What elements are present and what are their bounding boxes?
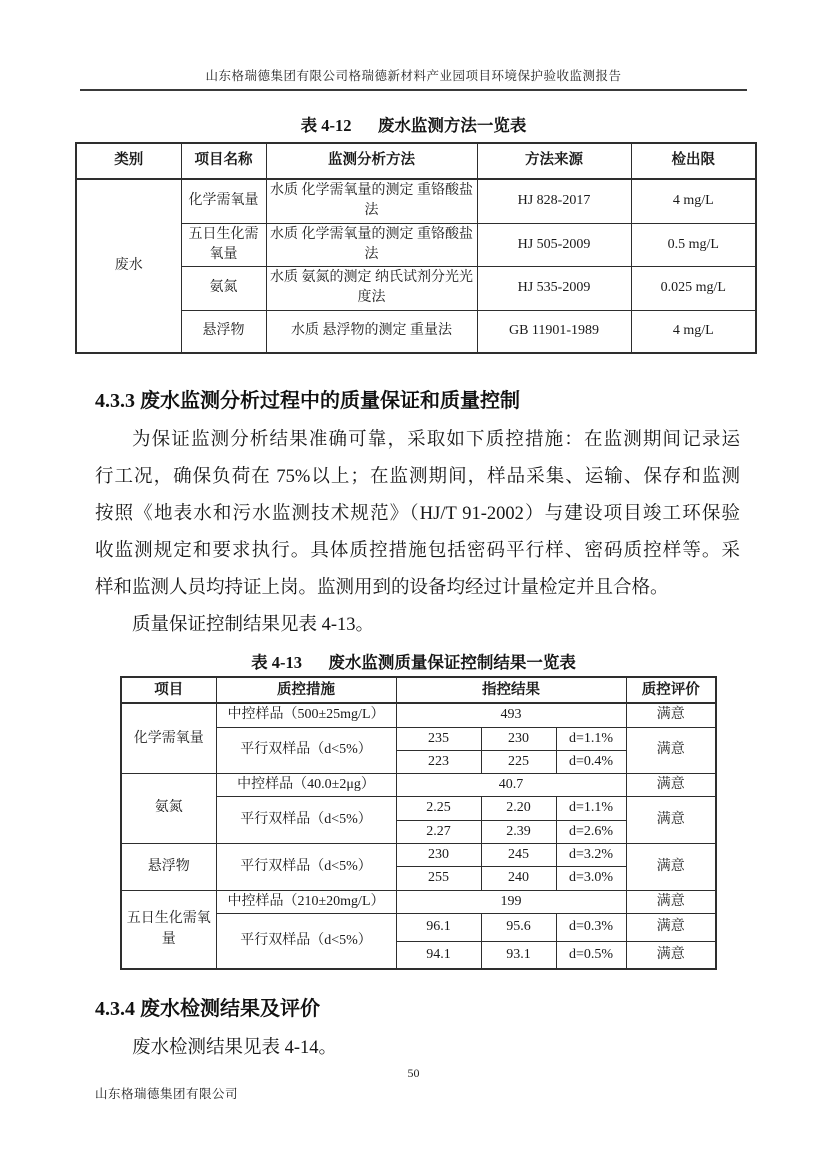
t412-category-cell: 废水 <box>76 179 181 353</box>
table-4-12 <box>75 142 757 354</box>
t412-nh3-source: HJ 535-2009 <box>477 267 631 311</box>
t413-ss-r2b: 240 <box>481 867 556 890</box>
t413-nh3-r1b: 2.20 <box>481 797 556 820</box>
t413-ss-par-label: 平行双样品（d<5%） <box>216 844 396 891</box>
t413-ss-item: 悬浮物 <box>121 844 216 891</box>
table-4-13-title <box>0 649 827 673</box>
t413-bod-ctrl-value: 199 <box>396 890 626 913</box>
t412-row-cod <box>76 179 756 223</box>
t413-ss-r2a: 255 <box>396 867 481 890</box>
t413-bod-r1a: 96.1 <box>396 913 481 941</box>
t413-cod-par-eval: 满意 <box>626 727 716 774</box>
t412-bod-method: 水质 化学需氧量的测定 重铬酸盐法 <box>266 223 477 267</box>
t413-bod-r2-eval: 满意 <box>626 941 716 969</box>
t413-bod-par-label: 平行双样品（d<5%） <box>216 913 396 969</box>
t412-header-row <box>76 143 756 179</box>
t413-header-measure: 质控措施 <box>216 677 396 703</box>
t413-nh3-ctrl-row <box>121 774 716 797</box>
section-4-3-4-paragraph <box>95 1030 740 1067</box>
t413-ss-r1a: 230 <box>396 844 481 867</box>
table-4-13 <box>120 676 717 970</box>
t413-bod-r2d: d=0.5% <box>556 941 626 969</box>
footer-company: 山东格瑞德集团有限公司 <box>95 1087 239 1101</box>
t413-header-item: 项目 <box>121 677 216 703</box>
t413-cod-par-label: 平行双样品（d<5%） <box>216 727 396 774</box>
t413-bod-item: 五日生化需氧量 <box>121 890 216 969</box>
t413-ss-r1b: 245 <box>481 844 556 867</box>
t413-nh3-ctrl-label: 中控样品（40.0±2μg） <box>216 774 396 797</box>
t413-ss-r1d: d=3.2% <box>556 844 626 867</box>
t413-cod-ctrl-value: 493 <box>396 703 626 727</box>
table-4-12-label: 表 4-12 <box>300 116 352 135</box>
section-4-3-3-paragraph <box>95 422 740 644</box>
t412-ss-limit: 4 mg/L <box>631 310 756 353</box>
t413-cod-ctrl-label: 中控样品（500±25mg/L） <box>216 703 396 727</box>
header-title: 山东格瑞德集团有限公司格瑞德新材料产业园项目环境保护验收监测报告 <box>205 69 622 83</box>
t412-header-source: 方法来源 <box>477 143 631 179</box>
t412-ss-name: 悬浮物 <box>181 310 266 353</box>
t413-cod-r2b: 225 <box>481 750 556 773</box>
t413-bod-ctrl-eval: 满意 <box>626 890 716 913</box>
paragraph-line: 行工况，确保负荷在 75%以上；在监测期间，样品采集、运输、保存和监测 <box>95 467 740 488</box>
t413-nh3-ctrl-eval: 满意 <box>626 774 716 797</box>
t413-bod-ctrl-label: 中控样品（210±20mg/L） <box>216 890 396 913</box>
t413-bod-r1b: 95.6 <box>481 913 556 941</box>
t413-nh3-r2d: d=2.6% <box>556 820 626 843</box>
t413-nh3-r2b: 2.39 <box>481 820 556 843</box>
paragraph-line: 收监测规定和要求执行。具体质控措施包括密码平行样、密码质控样等。采 <box>95 541 740 562</box>
t413-cod-ctrl-eval: 满意 <box>626 703 716 727</box>
t412-header-category: 类别 <box>76 143 181 179</box>
t412-header-name: 项目名称 <box>181 143 266 179</box>
t413-bod-r2a: 94.1 <box>396 941 481 969</box>
t413-bod-ctrl-row <box>121 890 716 913</box>
t412-bod-limit: 0.5 mg/L <box>631 223 756 267</box>
t413-header-row <box>121 677 716 703</box>
t413-ss-par-eval: 满意 <box>626 844 716 891</box>
paragraph-line: 按照《地表水和污水监测技术规范》（HJ/T 91-2002）与建设项目竣工环保验 <box>95 504 740 525</box>
t412-nh3-limit: 0.025 mg/L <box>631 267 756 311</box>
t412-bod-name: 五日生化需氧量 <box>181 223 266 267</box>
t413-nh3-r2a: 2.27 <box>396 820 481 843</box>
t413-cod-r2a: 223 <box>396 750 481 773</box>
paragraph-line: 样和监测人员均持证上岗。监测用到的设备均经过计量检定并且合格。 <box>95 578 669 599</box>
t412-ss-method: 水质 悬浮物的测定 重量法 <box>266 310 477 353</box>
t412-ss-source: GB 11901-1989 <box>477 310 631 353</box>
table-4-13-label: 表 4-13 <box>251 653 302 673</box>
t413-ss-r2d: d=3.0% <box>556 867 626 890</box>
t413-header-eval: 质控评价 <box>626 677 716 703</box>
paragraph-reference-line: 质量保证控制结果见表 4-13。 <box>132 615 375 636</box>
t413-cod-r2d: d=0.4% <box>556 750 626 773</box>
t413-nh3-par-eval: 满意 <box>626 797 716 844</box>
t413-bod-r1-eval: 满意 <box>626 913 716 941</box>
t413-nh3-r1d: d=1.1% <box>556 797 626 820</box>
table-4-12-title <box>0 112 827 136</box>
t413-cod-r1d: d=1.1% <box>556 727 626 750</box>
t413-nh3-item: 氨氮 <box>121 774 216 844</box>
page-header <box>80 0 747 91</box>
t412-bod-source: HJ 505-2009 <box>477 223 631 267</box>
t413-nh3-ctrl-value: 40.7 <box>396 774 626 797</box>
section-4-3-3-heading: 4.3.3 废水监测分析过程中的质量保证和质量控制 <box>95 390 520 413</box>
paragraph-line: 为保证监测分析结果准确可靠，采取如下质控措施：在监测期间记录运 <box>132 430 740 451</box>
page-number: 50 <box>407 1066 420 1080</box>
t412-header-limit: 检出限 <box>631 143 756 179</box>
paragraph-reference-line: 废水检测结果见表 4-14。 <box>132 1038 338 1059</box>
t412-cod-source: HJ 828-2017 <box>477 179 631 223</box>
t412-cod-method: 水质 化学需氧量的测定 重铬酸盐法 <box>266 179 477 223</box>
t413-cod-item: 化学需氧量 <box>121 703 216 773</box>
table-4-12-title-text: 废水监测方法一览表 <box>377 116 527 135</box>
t413-bod-r1d: d=0.3% <box>556 913 626 941</box>
t412-header-method: 监测分析方法 <box>266 143 477 179</box>
t413-ss-par-row-1 <box>121 844 716 867</box>
t413-bod-r2b: 93.1 <box>481 941 556 969</box>
t412-nh3-name: 氨氮 <box>181 267 266 311</box>
t412-nh3-method: 水质 氨氮的测定 纳氏试剂分光光度法 <box>266 267 477 311</box>
t413-nh3-par-label: 平行双样品（d<5%） <box>216 797 396 844</box>
t413-cod-r1b: 230 <box>481 727 556 750</box>
t412-cod-name: 化学需氧量 <box>181 179 266 223</box>
table-4-13-title-text: 废水监测质量保证控制结果一览表 <box>328 653 576 673</box>
t413-cod-ctrl-row <box>121 703 716 727</box>
t413-cod-r1a: 235 <box>396 727 481 750</box>
t413-header-result: 指控结果 <box>396 677 626 703</box>
t412-cod-limit: 4 mg/L <box>631 179 756 223</box>
t413-nh3-r1a: 2.25 <box>396 797 481 820</box>
section-4-3-4-heading: 4.3.4 废水检测结果及评价 <box>95 998 320 1021</box>
